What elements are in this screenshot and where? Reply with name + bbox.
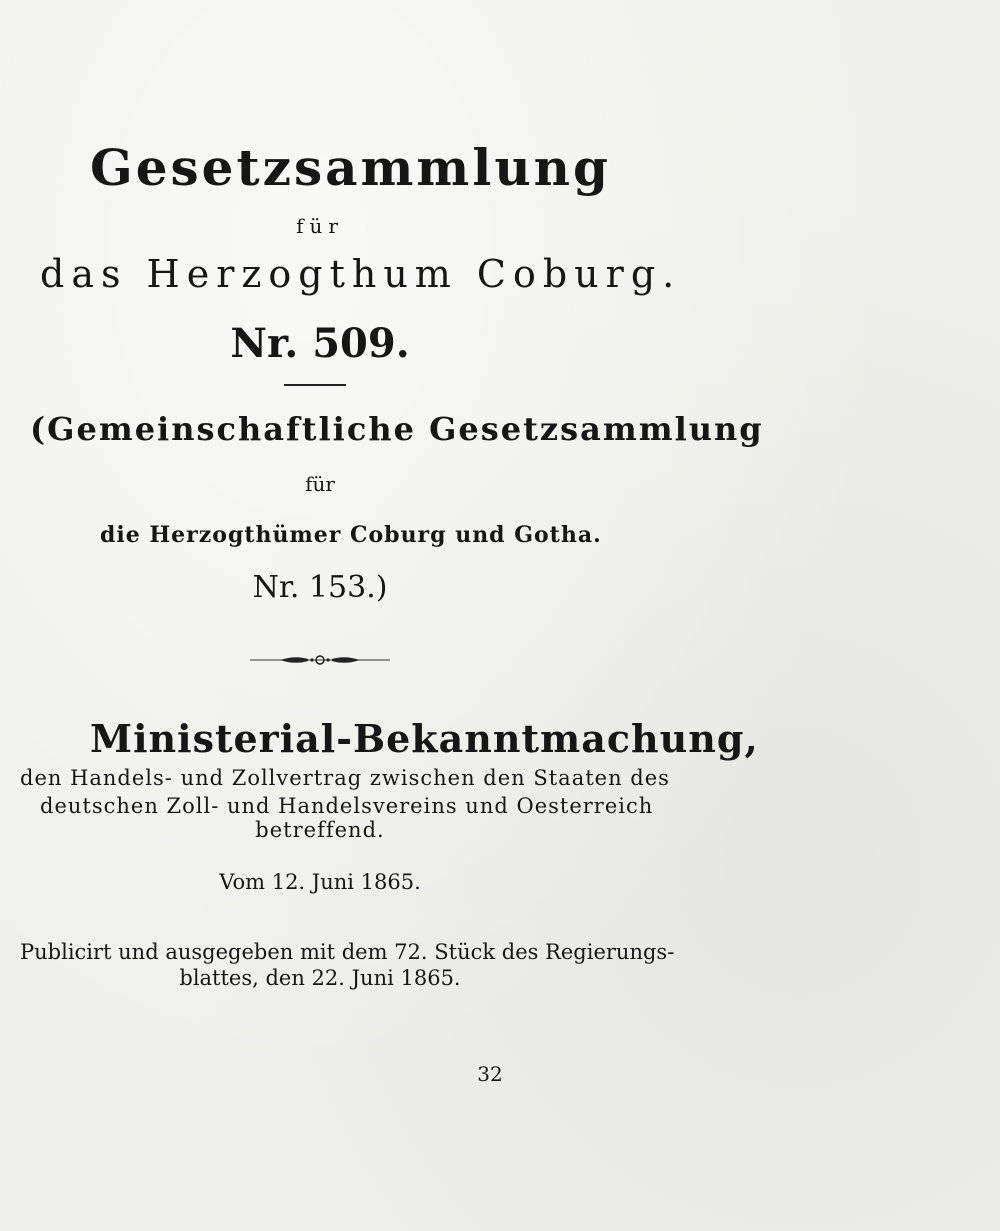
publication-line-1: Publicirt und ausgegeben mit dem 72. Stück des Regierungs- <box>20 940 675 964</box>
joint-collection-title: (Gemeinschaftliche Gesetzsammlung <box>30 410 764 448</box>
duchy-title: das Herzogthum Coburg. <box>40 252 682 296</box>
collection-title: Gesetzsammlung <box>90 138 611 197</box>
title-fuer: für <box>296 214 344 238</box>
secondary-number: Nr. 153.) <box>252 570 388 605</box>
duchies-title: die Herzogthümer Coburg und Gotha. <box>100 522 602 548</box>
subject-line-1: den Handels- und Zollvertrag zwischen den Staaten des <box>20 766 670 790</box>
short-divider <box>284 384 346 386</box>
subject-line-2: deutschen Zoll- und Handelsvereins und Oesterreich <box>40 794 654 818</box>
ornament-divider-icon <box>250 652 390 668</box>
date-line: Vom 12. Juni 1865. <box>219 870 421 894</box>
announcement-heading: Ministerial-Bekanntmachung, <box>90 716 759 761</box>
primary-number: Nr. 509. <box>230 320 410 367</box>
publication-line-2: blattes, den 22. Juni 1865. <box>179 966 461 990</box>
page-number: 32 <box>477 1062 503 1086</box>
subject-line-3: betreffend. <box>255 818 385 842</box>
joint-fuer: für <box>305 472 335 496</box>
